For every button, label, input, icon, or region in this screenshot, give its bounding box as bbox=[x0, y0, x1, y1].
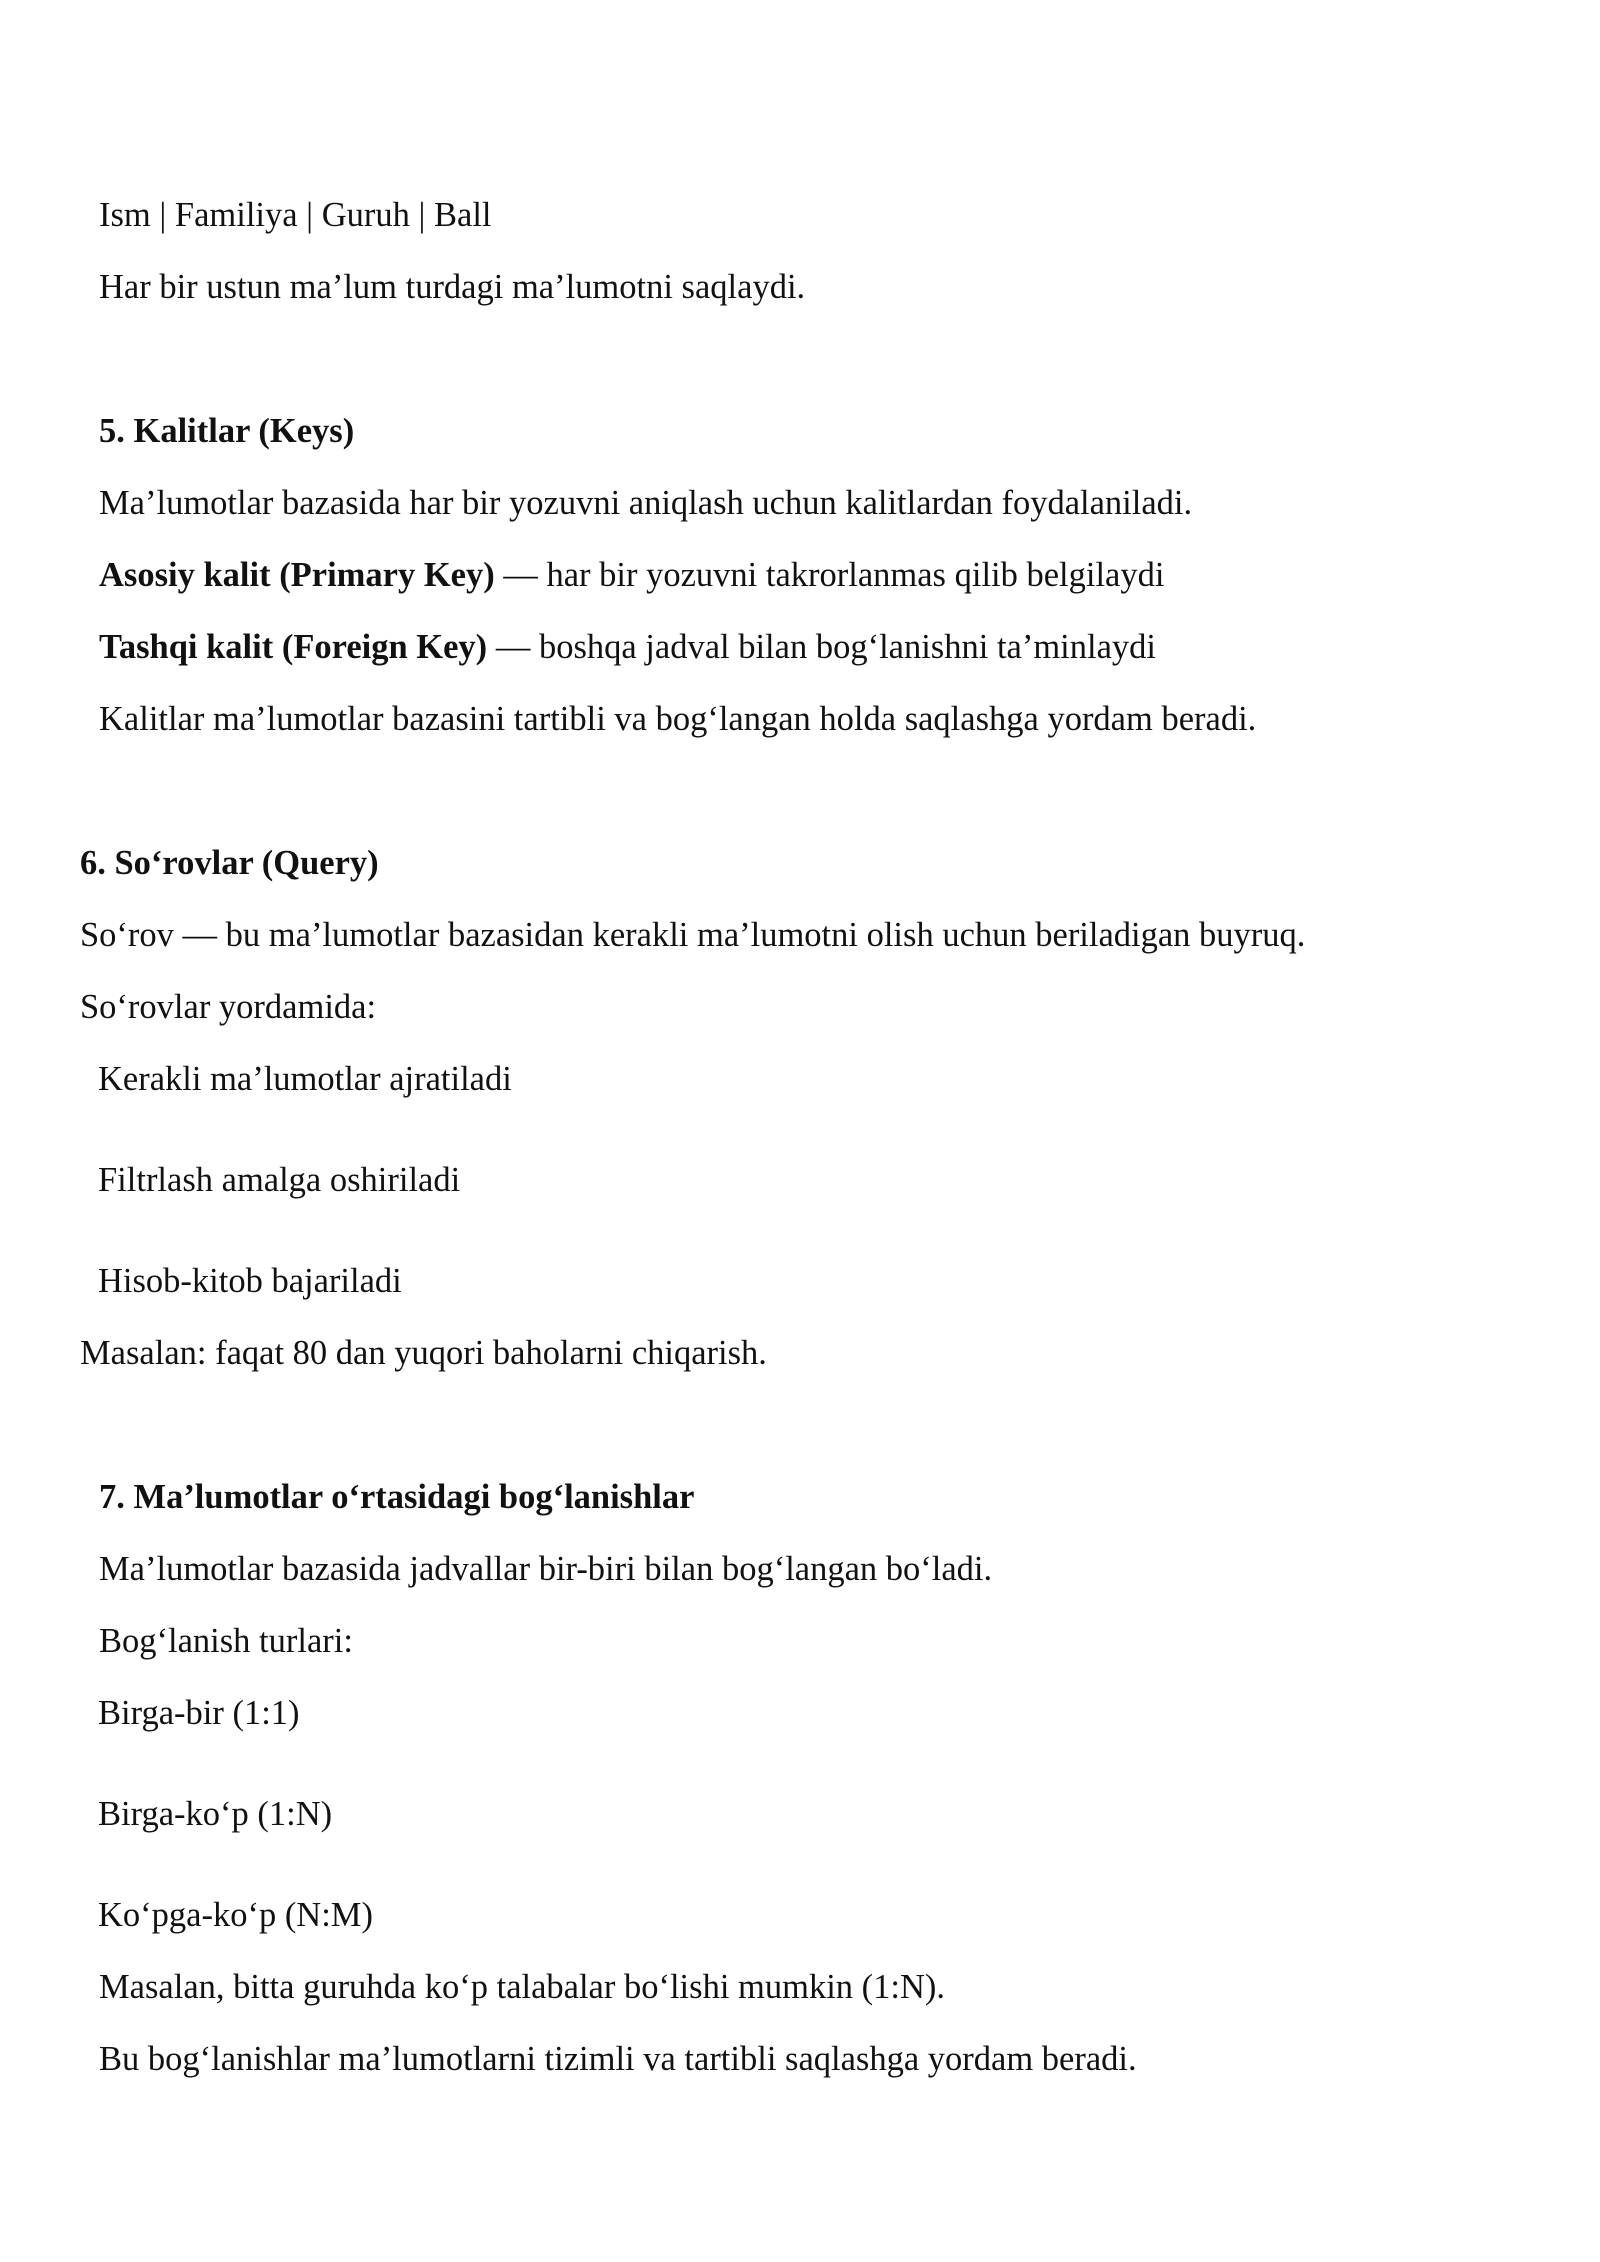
foreign-key-line bbox=[99, 630, 1156, 665]
list-item: Birga-bir (1:1) bbox=[98, 1694, 300, 1732]
section-5-conclusion: Kalitlar ma’lumotlar bazasini tartibli va bog‘langan holda saqlashga yordam beradi. bbox=[99, 700, 1257, 738]
section-7-conclusion: Bu bog‘lanishlar ma’lumotlarni tizimli va tartibli saqlashga yordam beradi. bbox=[99, 2040, 1137, 2078]
list-item: Ko‘pga-ko‘p (N:M) bbox=[98, 1896, 373, 1934]
primary-key-term: Asosiy kalit (Primary Key) bbox=[99, 556, 495, 594]
section-6-heading: 6. So‘rovlar (Query) bbox=[80, 844, 379, 882]
columns-description: Har bir ustun ma’lum turdagi ma’lumotni saqlaydi. bbox=[99, 268, 806, 306]
section-6-example: Masalan: faqat 80 dan yuqori baholarni chiqarish. bbox=[80, 1334, 767, 1372]
foreign-key-desc: — boshqa jadval bilan bog‘lanishni ta’minlaydi bbox=[487, 628, 1156, 666]
foreign-key-term: Tashqi kalit (Foreign Key) bbox=[99, 628, 488, 666]
section-6-lead: So‘rovlar yordamida: bbox=[80, 988, 377, 1026]
primary-key-desc: — har bir yozuvni takrorlanmas qilib belgilaydi bbox=[494, 556, 1165, 594]
primary-key-line bbox=[99, 558, 1164, 593]
section-7-example: Masalan, bitta guruhda ko‘p talabalar bo‘lishi mumkin (1:N). bbox=[99, 1968, 946, 2006]
list-item: Birga-ko‘p (1:N) bbox=[98, 1795, 333, 1833]
section-7-heading: 7. Ma’lumotlar o‘rtasidagi bog‘lanishlar bbox=[99, 1478, 695, 1516]
section-6-definition: So‘rov — bu ma’lumotlar bazasidan kerakli ma’lumotni olish uchun beriladigan buyruq. bbox=[80, 916, 1306, 954]
section-5-heading: 5. Kalitlar (Keys) bbox=[99, 412, 355, 450]
list-item: Filtrlash amalga oshiriladi bbox=[98, 1161, 461, 1199]
section-7-intro: Ma’lumotlar bazasida jadvallar bir-biri bilan bog‘langan bo‘ladi. bbox=[99, 1550, 993, 1588]
section-5-intro: Ma’lumotlar bazasida har bir yozuvni aniqlash uchun kalitlardan foydalaniladi. bbox=[99, 484, 1193, 522]
list-item: Hisob-kitob bajariladi bbox=[98, 1262, 402, 1300]
table-columns-line: Ism | Familiya | Guruh | Ball bbox=[99, 196, 492, 234]
list-item: Kerakli ma’lumotlar ajratiladi bbox=[98, 1060, 512, 1098]
section-7-lead: Bog‘lanish turlari: bbox=[99, 1622, 353, 1660]
